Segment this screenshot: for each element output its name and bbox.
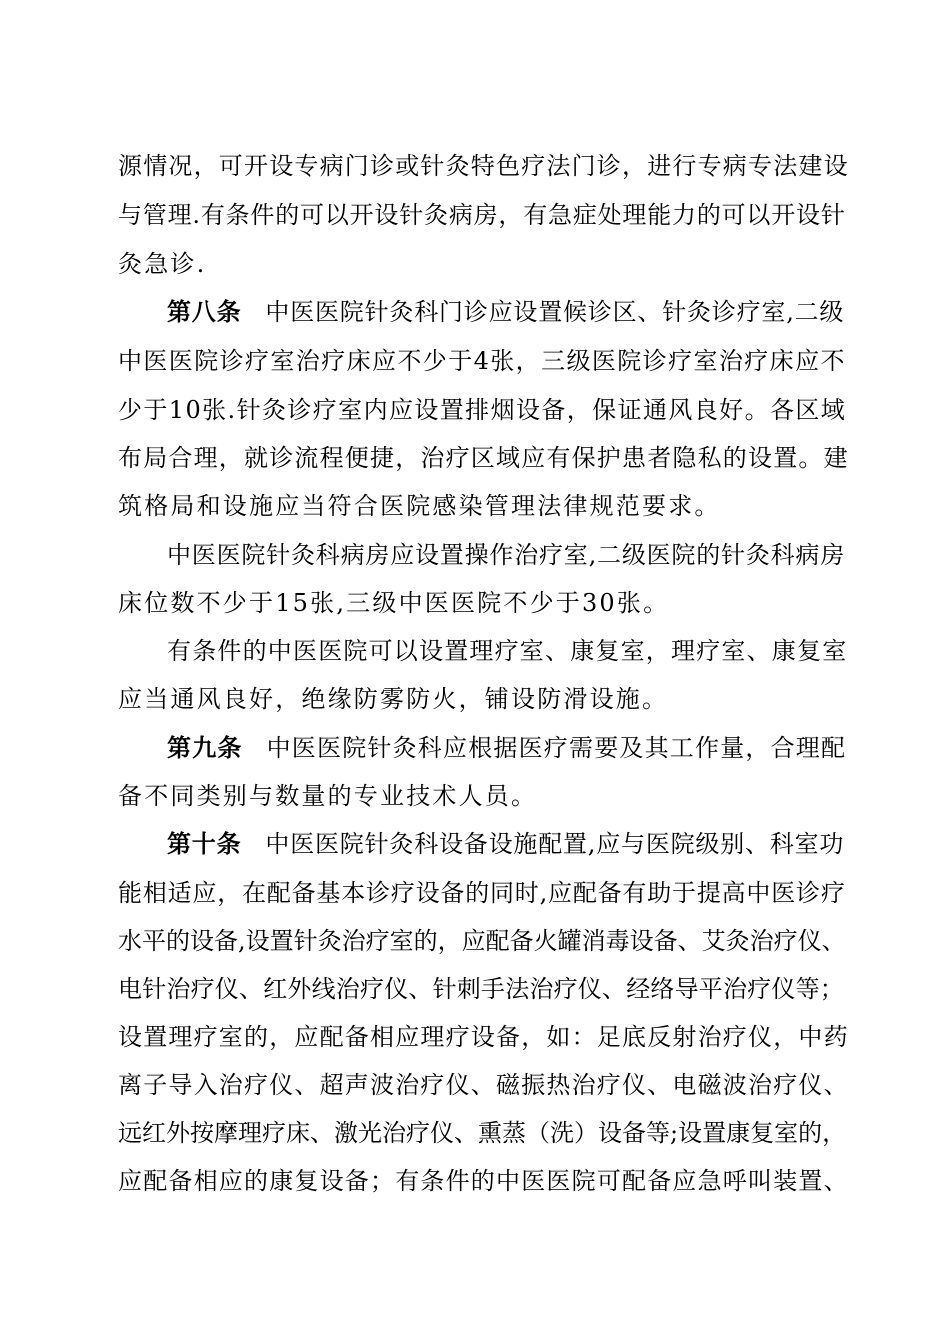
text-line: 水平的设备,设置针灸治疗室的，应配备火罐消毒设备、艾灸治疗仪、: [118, 927, 846, 955]
article-heading: 第八条: [167, 297, 242, 326]
text-line: 应当通风良好，绝缘防雾防火，铺设防滑设施。: [118, 685, 669, 713]
text-line: 电针治疗仪、红外线治疗仪、针刺手法治疗仪、经络导平治疗仪等；: [118, 975, 844, 1003]
text-line: 筑格局和设施应当符合医院感染管理法律规范要求。: [118, 492, 721, 520]
text-line: 应配备相应的康复设备；有条件的中医医院可配备应急呼叫装置、: [118, 1167, 849, 1195]
text-line: 离子导入治疗仪、超声波治疗仪、磁振热治疗仪、电磁波治疗仪、: [118, 1071, 849, 1099]
article-heading-line: 第十条 中医医院针灸科设备设施配置,应与医院级别、科室功: [167, 829, 845, 858]
text-line: 少于10张.针灸诊疗室内应设置排烟设备，保证通风良好。各区域: [118, 396, 847, 424]
article-heading: 第九条: [167, 733, 243, 762]
paragraph-start-line: 有条件的中医医院可以设置理疗室、康复室，理疗室、康复室: [167, 637, 848, 665]
text-line: 布局合理，就诊流程便捷，治疗区域应有保护患者隐私的设置。建: [118, 444, 849, 472]
text-line: 备不同类别与数量的专业技术人员。: [118, 782, 538, 810]
text-line: 中医医院诊疗室治疗床应不少于4张，三级医院诊疗室治疗床应不: [118, 347, 846, 375]
text-line: 源情况，可开设专病门诊或针灸特色疗法门诊，进行专病专法建设: [118, 152, 849, 180]
paragraph-start-line: 中医医院针灸科病房应设置操作治疗室,二级医院的针灸科病房: [167, 541, 846, 569]
text-line: 设置理疗室的，应配备相应理疗设备，如：足底反射治疗仪，中药: [118, 1023, 849, 1051]
text-line: 床位数不少于15张,三级中医医院不少于30张。: [118, 589, 670, 617]
text-line: 与管理.有条件的可以开设针灸病房，有急症处理能力的可以开设针: [118, 201, 846, 229]
text-line: 远红外按摩理疗床、激光治疗仪、熏蒸（洗）设备等;设置康复室的，: [118, 1119, 847, 1147]
article-heading: 第十条: [167, 829, 242, 858]
text-line: 能相适应，在配备基本诊疗设备的同时,应配备有助于提高中医诊疗: [118, 879, 846, 907]
article-heading-line: 第九条 中医医院针灸科应根据医疗需要及其工作量，合理配: [167, 733, 847, 762]
article-heading-line: 第八条 中医医院针灸科门诊应设置候诊区、针灸诊疗室,二级: [167, 297, 845, 326]
text-line: 灸急诊.: [118, 250, 207, 278]
